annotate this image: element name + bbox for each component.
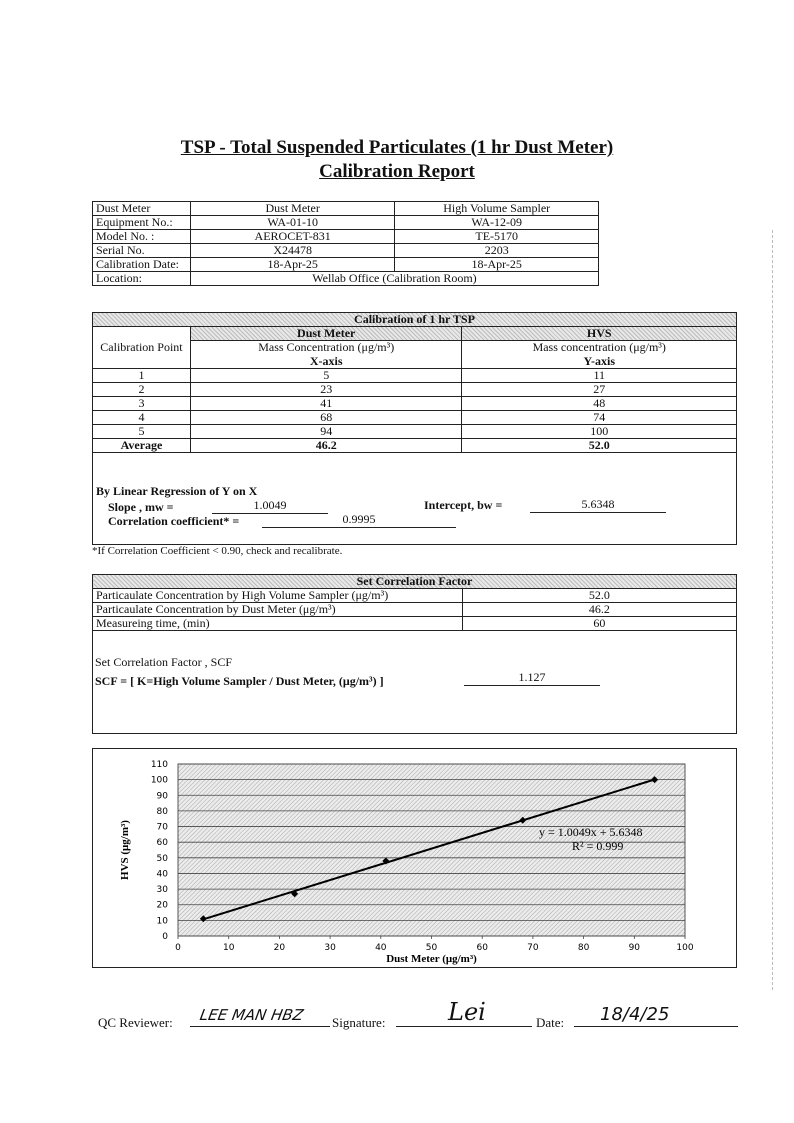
handwritten-signature: Lei — [448, 998, 486, 1026]
intercept-label: Intercept, bw = — [424, 498, 503, 512]
info-row — [93, 258, 599, 272]
scf-row-label: Particaulate Concentration by Dust Meter (μg/m³) — [93, 603, 463, 617]
scf-label: Set Correlation Factor , SCF — [95, 655, 232, 669]
scf-row-value: 60 — [462, 617, 736, 631]
info-row-label: Calibration Date: — [93, 258, 191, 272]
info-row-hvs: TE-5170 — [395, 230, 599, 244]
location-label: Location: — [93, 272, 191, 286]
cal-y: 27 — [462, 383, 737, 397]
location-value: Wellab Office (Calibration Room) — [190, 272, 598, 286]
average-x: 46.2 — [190, 439, 462, 453]
info-row-hvs: 2203 — [395, 244, 599, 258]
y-tick-label: 20 — [156, 900, 168, 911]
calibration-row — [93, 425, 737, 439]
y-tick-label: 60 — [156, 838, 168, 849]
info-row-label: Equipment No.: — [93, 216, 191, 230]
cal-y: 11 — [462, 369, 737, 383]
info-row-label: Serial No. — [93, 244, 191, 258]
cal-x: 41 — [190, 397, 462, 411]
info-header-label: Dust Meter — [93, 202, 191, 216]
calibration-row — [93, 369, 737, 383]
info-row — [93, 230, 599, 244]
signature-line — [396, 1026, 532, 1027]
average-y: 52.0 — [462, 439, 737, 453]
r-squared: R² = 0.999 — [572, 839, 624, 853]
info-header-hvs: High Volume Sampler — [395, 202, 599, 216]
x-tick-label: 80 — [577, 943, 590, 953]
info-row-dm: 18-Apr-25 — [190, 258, 394, 272]
scf-table — [92, 574, 737, 631]
x-tick-label: 70 — [527, 943, 539, 953]
trend-equation: y = 1.0049x + 5.6348 — [539, 825, 643, 839]
cal-y: 74 — [462, 411, 737, 425]
scf-row-value: 46.2 — [462, 603, 736, 617]
reviewer-line — [190, 1026, 330, 1027]
cal-y: 100 — [462, 425, 737, 439]
info-row-dm: WA-01-10 — [190, 216, 394, 230]
info-row-dm: AEROCET-831 — [190, 230, 394, 244]
x-axis-title: Dust Meter (μg/m³) — [386, 953, 477, 965]
y-tick-label: 110 — [150, 760, 168, 770]
x-tick-label: 100 — [676, 943, 694, 953]
calibration-row — [93, 411, 737, 425]
scf-row — [93, 589, 737, 603]
report-subtitle: Calibration Report — [319, 161, 475, 182]
hvs-unit: Mass concentration (μg/m³) — [462, 341, 737, 355]
cal-point: 3 — [93, 397, 191, 411]
cal-x: 94 — [190, 425, 462, 439]
x-tick-label: 30 — [324, 943, 336, 953]
calibration-table — [92, 312, 737, 453]
cal-point: 1 — [93, 369, 191, 383]
cal-x: 68 — [190, 411, 462, 425]
scan-edge-line — [772, 230, 773, 990]
info-row-label: Model No. : — [93, 230, 191, 244]
y-tick-label: 50 — [156, 853, 168, 864]
regression-heading: By Linear Regression of Y on X — [96, 484, 258, 498]
y-axis-label: Y-axis — [462, 355, 737, 369]
info-row-dm: X24478 — [190, 244, 394, 258]
scf-section-title: Set Correlation Factor — [93, 575, 737, 589]
reviewer-label: QC Reviewer: — [98, 1015, 173, 1030]
y-tick-label: 70 — [156, 822, 168, 833]
scf-row — [93, 603, 737, 617]
x-tick-label: 20 — [273, 943, 286, 953]
average-label: Average — [93, 439, 191, 453]
x-axis-label: X-axis — [190, 355, 462, 369]
slope-label: Slope , mw = — [108, 500, 174, 514]
y-tick-label: 90 — [156, 791, 168, 802]
info-row — [93, 216, 599, 230]
calibration-section-title: Calibration of 1 hr TSP — [93, 313, 737, 327]
slope-value: 1.0049 — [212, 498, 328, 514]
x-tick-label: 60 — [476, 943, 488, 953]
date-line — [574, 1026, 738, 1027]
scf-value: 1.127 — [464, 670, 600, 686]
y-tick-label: 10 — [156, 916, 168, 927]
cal-x: 23 — [190, 383, 462, 397]
equipment-info-table — [92, 201, 599, 286]
y-axis-title: HVS (μg/m³) — [119, 820, 131, 880]
scf-row-value: 52.0 — [462, 589, 736, 603]
cal-point: 4 — [93, 411, 191, 425]
calibration-point-header: Calibration Point — [93, 327, 191, 369]
reviewer-signature: LEE MAN HBZ — [198, 1006, 305, 1024]
info-header-dust-meter: Dust Meter — [190, 202, 394, 216]
date-signature: 18/4/25 — [600, 1004, 670, 1025]
scf-formula: SCF = [ K=High Volume Sampler / Dust Meter, (μg/m³) ] — [95, 674, 384, 688]
y-tick-label: 40 — [156, 869, 168, 880]
calibration-chart — [92, 748, 737, 968]
signature-label: Signature: — [332, 1015, 386, 1030]
correlation-note: *If Correlation Coefficient < 0.90, check and recalibrate. — [92, 545, 343, 557]
scf-row — [93, 617, 737, 631]
cal-point: 5 — [93, 425, 191, 439]
info-row-hvs: WA-12-09 — [395, 216, 599, 230]
correlation-label: Correlation coefficient* = — [108, 514, 240, 528]
info-row-hvs: 18-Apr-25 — [395, 258, 599, 272]
correlation-value: 0.9995 — [262, 512, 456, 528]
y-tick-label: 0 — [162, 932, 168, 942]
scf-row-label: Particaulate Concentration by High Volume Sampler (μg/m³) — [93, 589, 463, 603]
cal-point: 2 — [93, 383, 191, 397]
cal-y: 48 — [462, 397, 737, 411]
calibration-row — [93, 397, 737, 411]
hvs-header: HVS — [462, 327, 737, 341]
calibration-row — [93, 383, 737, 397]
x-tick-label: 0 — [175, 943, 181, 953]
y-tick-label: 100 — [150, 775, 168, 786]
dust-meter-header: Dust Meter — [190, 327, 462, 341]
y-tick-label: 30 — [156, 885, 168, 896]
date-label: Date: — [536, 1015, 565, 1030]
info-header-row — [93, 202, 599, 216]
y-tick-label: 80 — [156, 806, 168, 817]
x-tick-label: 90 — [628, 943, 641, 953]
info-row — [93, 244, 599, 258]
dm-unit: Mass Concentration (μg/m³) — [190, 341, 462, 355]
intercept-value: 5.6348 — [530, 497, 666, 513]
cal-x: 5 — [190, 369, 462, 383]
x-tick-label: 40 — [375, 943, 387, 953]
scf-row-label: Measureing time, (min) — [93, 617, 463, 631]
report-title: TSP - Total Suspended Particulates (1 hr Dust Meter) — [180, 137, 614, 158]
x-tick-label: 50 — [425, 943, 438, 953]
average-row — [93, 439, 737, 453]
info-location-row — [93, 272, 599, 286]
x-tick-label: 10 — [222, 943, 235, 953]
